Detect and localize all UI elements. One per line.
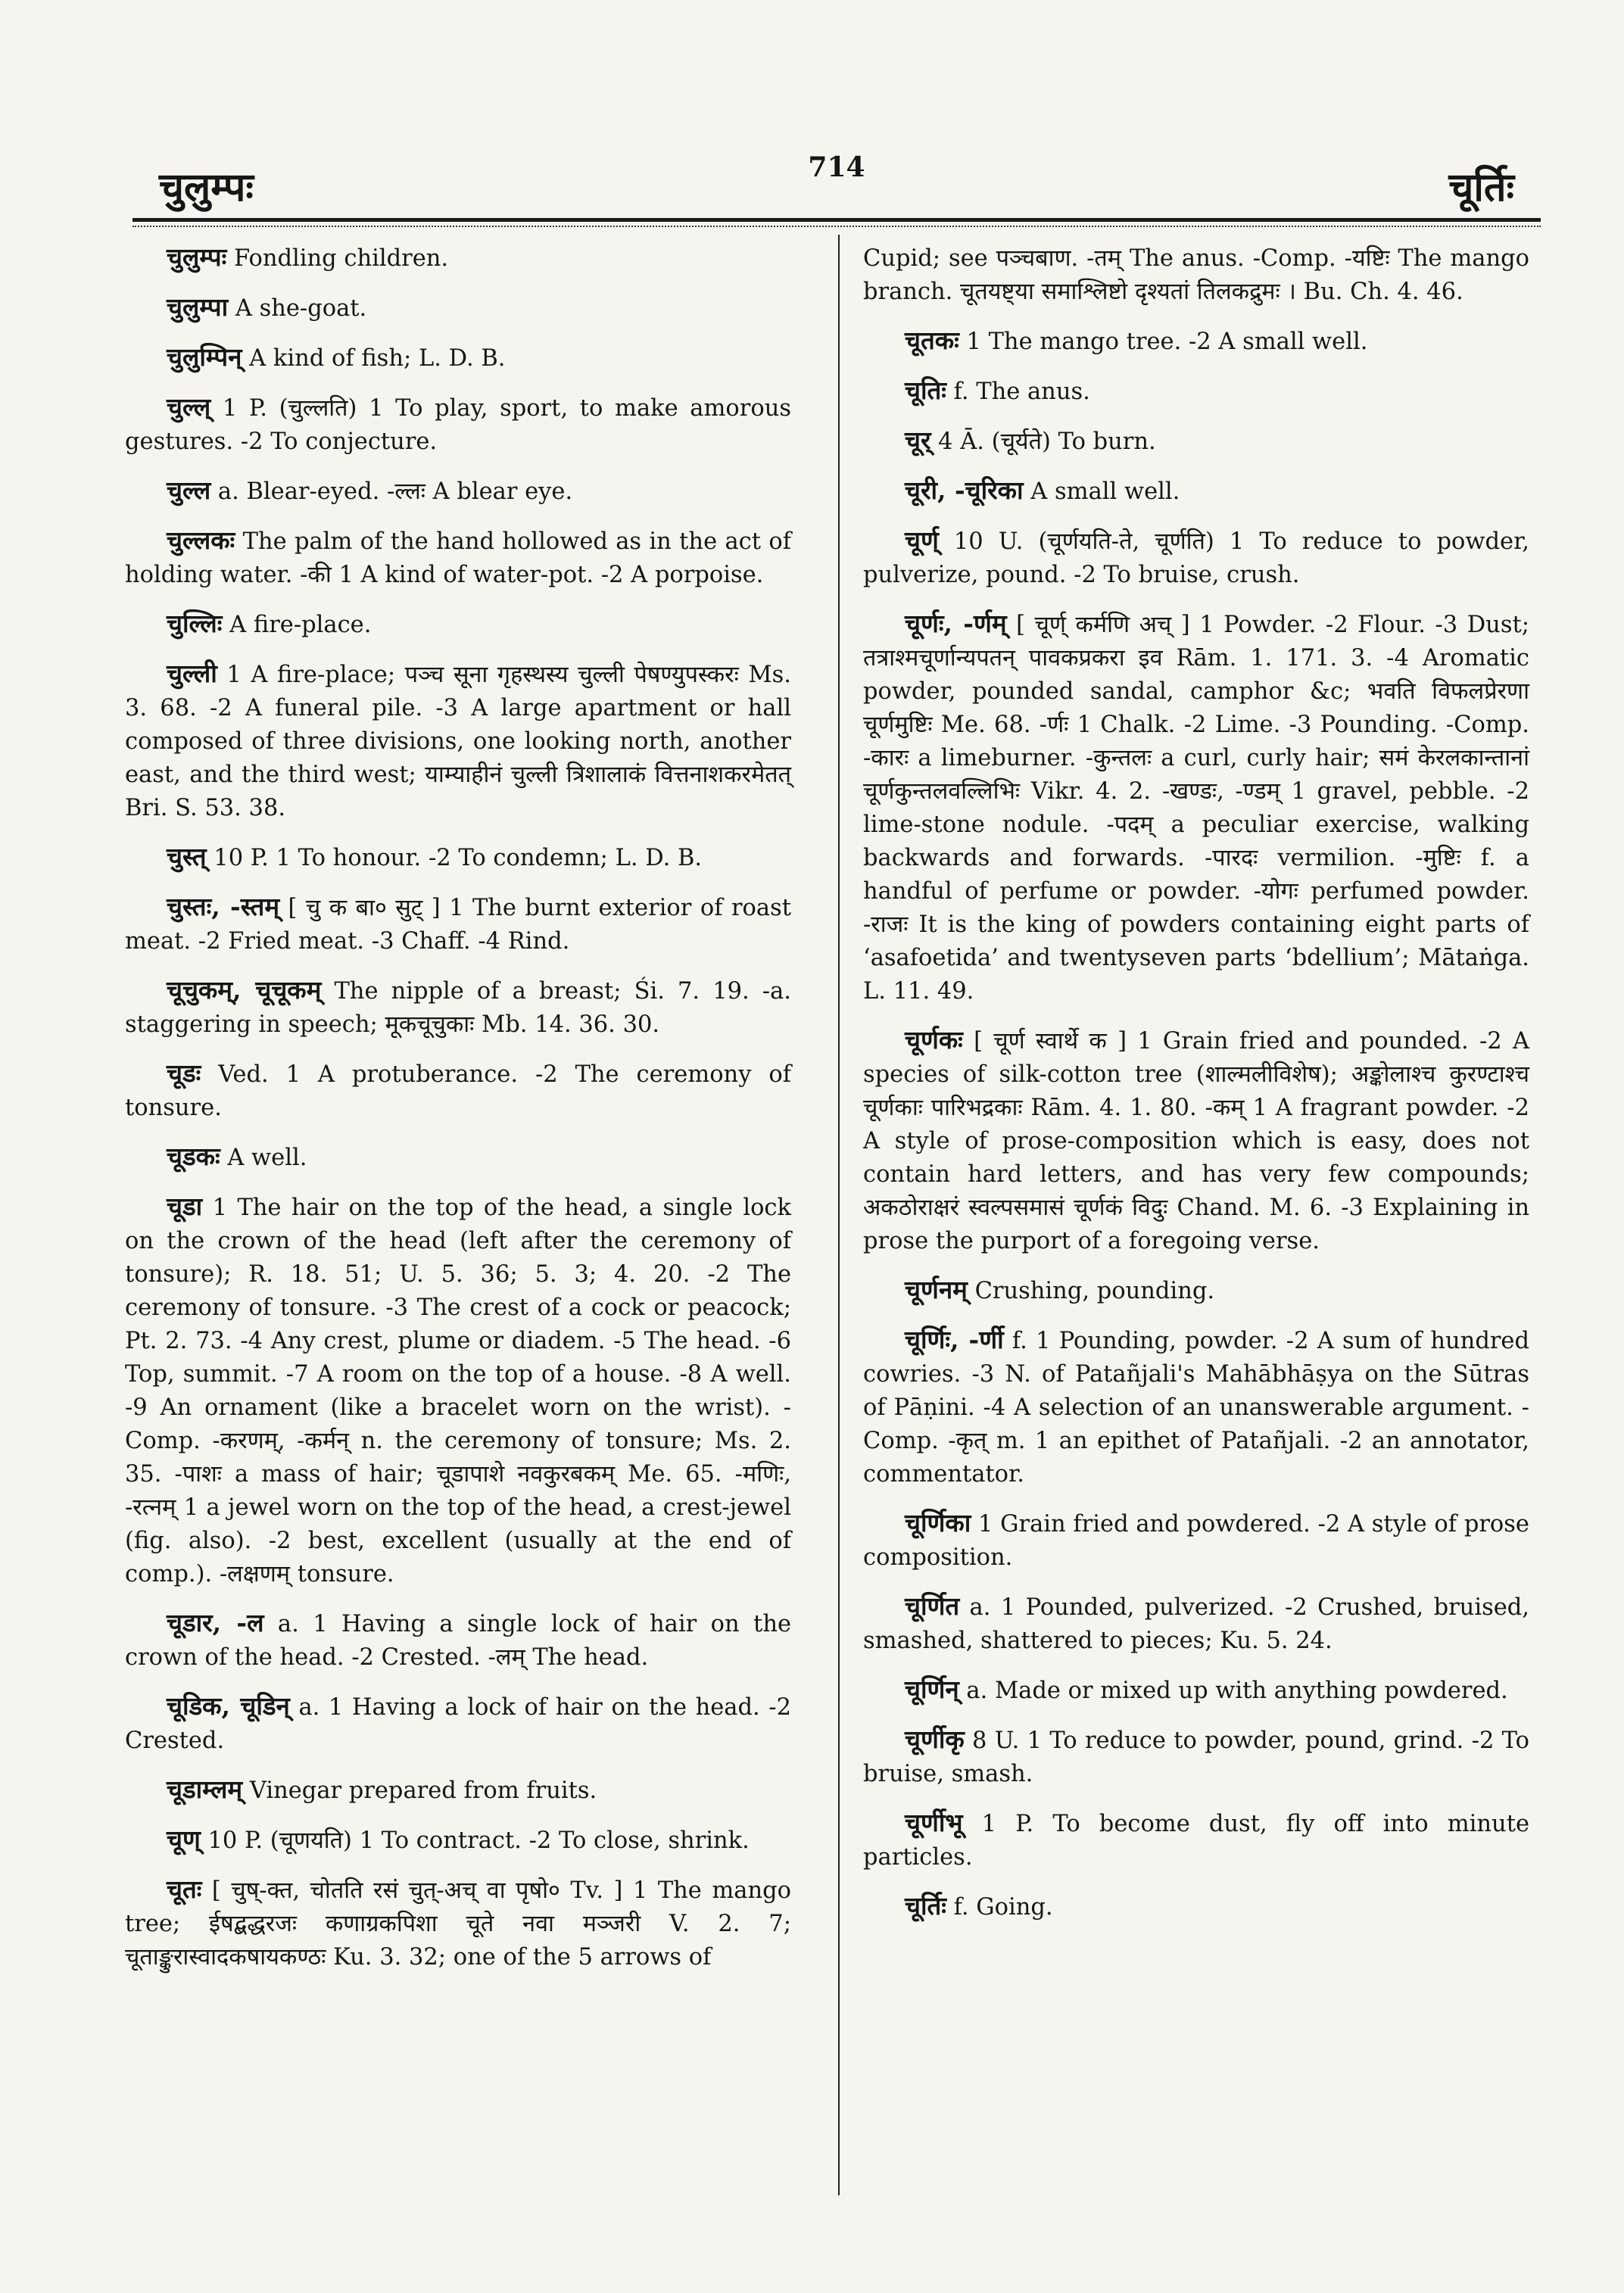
entry-definition: 1 The mango tree. -2 A small well. (959, 329, 1368, 355)
entry-headword: चुल्ली (167, 659, 217, 688)
entry-definition: Fondling children. (226, 245, 449, 272)
dictionary-entry (125, 1190, 791, 1591)
entry-headword: चूण् (167, 1824, 201, 1854)
dictionary-entry (125, 1773, 791, 1808)
entry-headword: चूचुकम्, चूचूकम् (167, 975, 322, 1005)
dictionary-entry (863, 1723, 1529, 1791)
entry-definition: Crushing, pounding. (967, 1278, 1215, 1304)
entry-definition: Vinegar prepared from fruits. (242, 1777, 597, 1804)
dictionary-entry (125, 840, 791, 875)
entry-definition: 1 A fire-place; पञ्च सूना गृहस्थस्य चुल्ली पेषण्युपस्करः Ms. 3. 68. -2 A funeral pile. -3 A large apartment or hall composed of three divisions, one looking north, another east, and the third west; याम्याहीनं चुल्ली त्रिशालाकं वित्तनाशकरमेतत् Bri. S. 53. 38. (125, 662, 791, 821)
entry-definition: Ved. 1 A protuberance. -2 The ceremony of tonsure. (125, 1061, 791, 1121)
entry-headword: चूर्णिन् (905, 1675, 959, 1704)
entry-definition: 1 Grain fried and powdered. -2 A style of prose composition. (863, 1511, 1529, 1571)
entry-headword: चुल्लिः (167, 609, 223, 638)
entry-headword: चूडा (167, 1192, 203, 1221)
dictionary-entry (125, 391, 791, 459)
entry-definition: 4 Ā. (चूर्यते) To burn. (930, 428, 1156, 455)
column-divider (838, 235, 840, 2195)
entry-definition: Cupid; see पञ्चबाण. -तम् The anus. -Comp. -यष्टिः The mango branch. चूतयष्ट्या समाश्लिष्टो दृश्यतां तिलकद्रुमः । Bu. Ch. 4. 46. (863, 245, 1529, 305)
dictionary-entry (125, 1140, 791, 1175)
dictionary-entry (863, 1890, 1529, 1924)
entry-definition: 8 U. 1 To reduce to powder, pound, grind. -2 To bruise, smash. (863, 1728, 1529, 1787)
dictionary-entry (125, 890, 791, 958)
entry-headword: चुल्ल (167, 475, 211, 505)
entry-headword: चूर् (905, 425, 931, 455)
dictionary-entry (863, 1673, 1529, 1708)
entry-definition: [ चुष्-क्त, चोतति रसं चुत्-अच् वा पृषो० Tv. ] 1 The mango tree; ईषद्बद्धरजः कणाग्रकपिशा चूते नवा मञ्जरी V. 2. 7; चूताङ्कुरास्वादकषायकण्ठः Ku. 3. 32; one of the 5 arrows of (125, 1877, 791, 1971)
page-number: 714 (808, 151, 865, 183)
dictionary-entry (125, 291, 791, 326)
entry-headword: चूर्ण् (905, 525, 939, 555)
entry-definition: a. Made or mixed up with anything powdered. (959, 1678, 1508, 1704)
entry-headword: चूर्णीकृ (905, 1724, 965, 1754)
entry-headword: चूर्तिः (905, 1891, 946, 1921)
dictionary-entry (863, 1273, 1529, 1308)
dictionary-entry (863, 474, 1529, 509)
entry-definition: 10 U. (चूर्णयति-ते, चूर्णति) 1 To reduce to powder, pulverize, pound. -2 To bruise, crush. (863, 528, 1529, 588)
entry-headword: चूतिः (905, 375, 946, 405)
entry-headword: चूर्णीभू (905, 1808, 963, 1837)
right-column (863, 241, 1529, 2133)
dictionary-entry (125, 974, 791, 1042)
entry-definition: A small well. (1023, 478, 1180, 505)
dictionary-entry (125, 341, 791, 375)
entry-definition: a. 1 Having a single lock of hair on the crown of the head. -2 Crested. -लम् The head. (125, 1611, 792, 1671)
header-right-guideword: चूर्तिः (1448, 164, 1514, 210)
header-left-guideword: चुलुम्पः (159, 164, 254, 210)
entry-headword: चूडिक, चूडिन् (167, 1691, 290, 1721)
entry-definition: A well. (220, 1145, 307, 1171)
entry-definition: The nipple of a breast; Śi. 7. 19. -a. staggering in speech; मूकचूचुकाः Mb. 14. 36. 30. (125, 978, 791, 1038)
entry-headword: चूडः (167, 1058, 201, 1088)
dictionary-entry (863, 424, 1529, 459)
entry-definition: A fire-place. (222, 612, 372, 638)
entry-headword: चूर्णनम् (905, 1275, 968, 1304)
entry-definition: 1 P. To become dust, fly off into minute particles. (863, 1811, 1529, 1871)
entry-headword: चूर्णिका (905, 1508, 971, 1537)
entry-definition: A she-goat. (228, 295, 367, 322)
entry-headword: चूर्णित (905, 1591, 960, 1621)
left-column (125, 241, 791, 2224)
entry-headword: चुल्ल् (167, 392, 211, 422)
dictionary-entry (125, 1057, 791, 1125)
entry-headword: चूर्णः, -र्णम् (905, 609, 1007, 638)
entry-headword: चूतः (167, 1874, 202, 1904)
dictionary-entry (863, 1323, 1529, 1491)
entry-definition: f. The anus. (946, 379, 1090, 405)
dictionary-entry (125, 657, 791, 825)
dictionary-entry (863, 324, 1529, 359)
entry-definition: a. 1 Having a lock of hair on the head. -2 Crested. (125, 1694, 792, 1754)
entry-definition: 1 P. (चुल्लति) 1 To play, sport, to make amorous gestures. -2 To conjecture. (125, 395, 791, 455)
entry-headword: चूडार, -ल (167, 1608, 264, 1637)
dictionary-entry (125, 607, 791, 642)
header-dotted-rule (132, 226, 1541, 227)
entry-definition: f. 1 Pounding, powder. -2 A sum of hundred cowries. -3 N. of Patañjali's Mahābhāṣya on the Sūtras of Pāṇini. -4 A selection of an unanswerable argument. -Comp. -कृत् m. 1 an epithet of Patañjali. -2 an annotator, commentator. (863, 1328, 1530, 1488)
entry-headword: चूरी, -चूरिका (905, 475, 1024, 505)
entry-headword: चुस्तः, -स्तम् (167, 892, 280, 921)
dictionary-entry (125, 241, 791, 276)
dictionary-entry (863, 374, 1529, 409)
entry-definition: [ चूर्ण् कर्मणि अच् ] 1 Powder. -2 Flour. -3 Dust; तत्राश्मचूर्णान्यपतन् पावकप्रकरा इव Rām. 1. 171. 3. -4 Aromatic powder, pounded sandal, camphor &c; भवति विफलप्रेरणा चूर्णमुष्टिः Me. 68. -र्णः 1 Chalk. -2 Lime. -3 Pounding. -Comp. -कारः a limeburner. -कुन्तलः a curl, curly hair; समं केरलकान्तानां चूर्णकुन्तलवल्लिभिः Vikr. 4. 2. -खण्डः, -ण्डम् 1 gravel, pebble. -2 lime-stone nodule. -पदम् a peculiar exercise, walking backwards and forwards. -पारदः vermilion. -मुष्टिः f. a handful of perfume or powder. -योगः perfumed powder. -राजः It is the king of powders containing eight parts of ‘asafoetida’ and twentyseven parts ‘bdellium’; Mātaṅga. L. 11. 49. (863, 612, 1529, 1005)
entry-headword: चुलुम्पिन् (167, 342, 242, 372)
entry-headword: चुलुम्पः (167, 242, 227, 272)
entry-definition: The palm of the hand hollowed as in the act of holding water. -की 1 A kind of water-pot. -2 A porpoise. (125, 528, 791, 588)
entry-headword: चुस्त् (167, 842, 207, 871)
header-rule (132, 218, 1541, 222)
entry-definition: 1 The hair on the top of the head, a single lock on the crown of the head (left after the ceremony of tonsure); R. 18. 51; U. 5. 36; 5. 3; 4. 20. -2 The ceremony of tonsure. -3 The crest of a cock or peacock; Pt. 2. 73. -4 Any crest, plume or diadem. -5 The head. -6 Top, summit. -7 A room on the top of a house. -8 A well. -9 An ornament (like a bracelet worn on the wrist). -Comp. -करणम्, -कर्मन् n. the ceremony of tonsure; Ms. 2. 35. -पाशः a mass of hair; चूडापाशे नवकुरबकम् Me. 65. -मणिः, -रत्नम् 1 a jewel worn on the top of the head, a crest-jewel (fig. also). -2 best, excellent (usually at the end of comp.). -लक्षणम् tonsure. (125, 1195, 791, 1587)
dictionary-entry (125, 1690, 791, 1758)
dictionary-entry (125, 524, 791, 592)
dictionary-entry (125, 1606, 791, 1675)
entry-definition: 10 P. 1 To honour. -2 To condemn; L. D. B. (206, 845, 703, 871)
entry-headword: चूर्णकः (905, 1025, 963, 1055)
entry-headword: चूडाम्लम् (167, 1774, 243, 1804)
dictionary-entry (863, 1506, 1529, 1575)
dictionary-entry (125, 474, 791, 509)
page-header (144, 151, 1529, 220)
dictionary-entry (863, 1590, 1529, 1658)
entry-definition: A kind of fish; L. D. B. (242, 345, 506, 372)
entry-definition: 10 P. (चूणयति) 1 To contract. -2 To close, shrink. (200, 1827, 750, 1854)
entry-headword: चुल्लकः (167, 525, 235, 555)
entry-headword: चूतकः (905, 326, 959, 355)
entry-headword: चूडकः (167, 1142, 220, 1171)
entry-definition: [ चूर्ण स्वार्थे क ] 1 Grain fried and pounded. -2 A species of silk-cotton tree (शाल्मलीविशेष); अङ्कोलाश्च कुरण्टाश्च चूर्णकाः पारिभद्रकाः Rām. 4. 1. 80. -कम् 1 A fragrant powder. -2 A style of prose-composition which is easy, does not contain hard letters, and has very few compounds; अकठोराक्षरं स्वल्पसमासं चूर्णकं विदुः Chand. M. 6. -3 Explaining in prose the purport of a foregoing verse. (863, 1028, 1529, 1254)
entry-definition: f. Going. (946, 1894, 1053, 1921)
entry-definition: a. Blear-eyed. -ल्लः A blear eye. (210, 478, 573, 505)
dictionary-entry (863, 1023, 1529, 1258)
dictionary-entry (863, 1806, 1529, 1874)
dictionary-entry (125, 1823, 791, 1858)
dictionary-entry (863, 524, 1529, 592)
entry-definition: a. 1 Pounded, pulverized. -2 Crushed, bruised, smashed, shattered to pieces; Ku. 5. 24. (863, 1594, 1529, 1654)
dictionary-entry (863, 241, 1529, 309)
entry-headword: चुलुम्पा (167, 292, 229, 322)
dictionary-entry (863, 607, 1529, 1008)
entry-definition: [ चु क बा० सुट् ] 1 The burnt exterior of roast meat. -2 Fried meat. -3 Chaff. -4 Rind. (125, 895, 791, 955)
dictionary-entry (125, 1873, 791, 1974)
entry-headword: चूर्णिः, -र्णी (905, 1325, 1004, 1354)
